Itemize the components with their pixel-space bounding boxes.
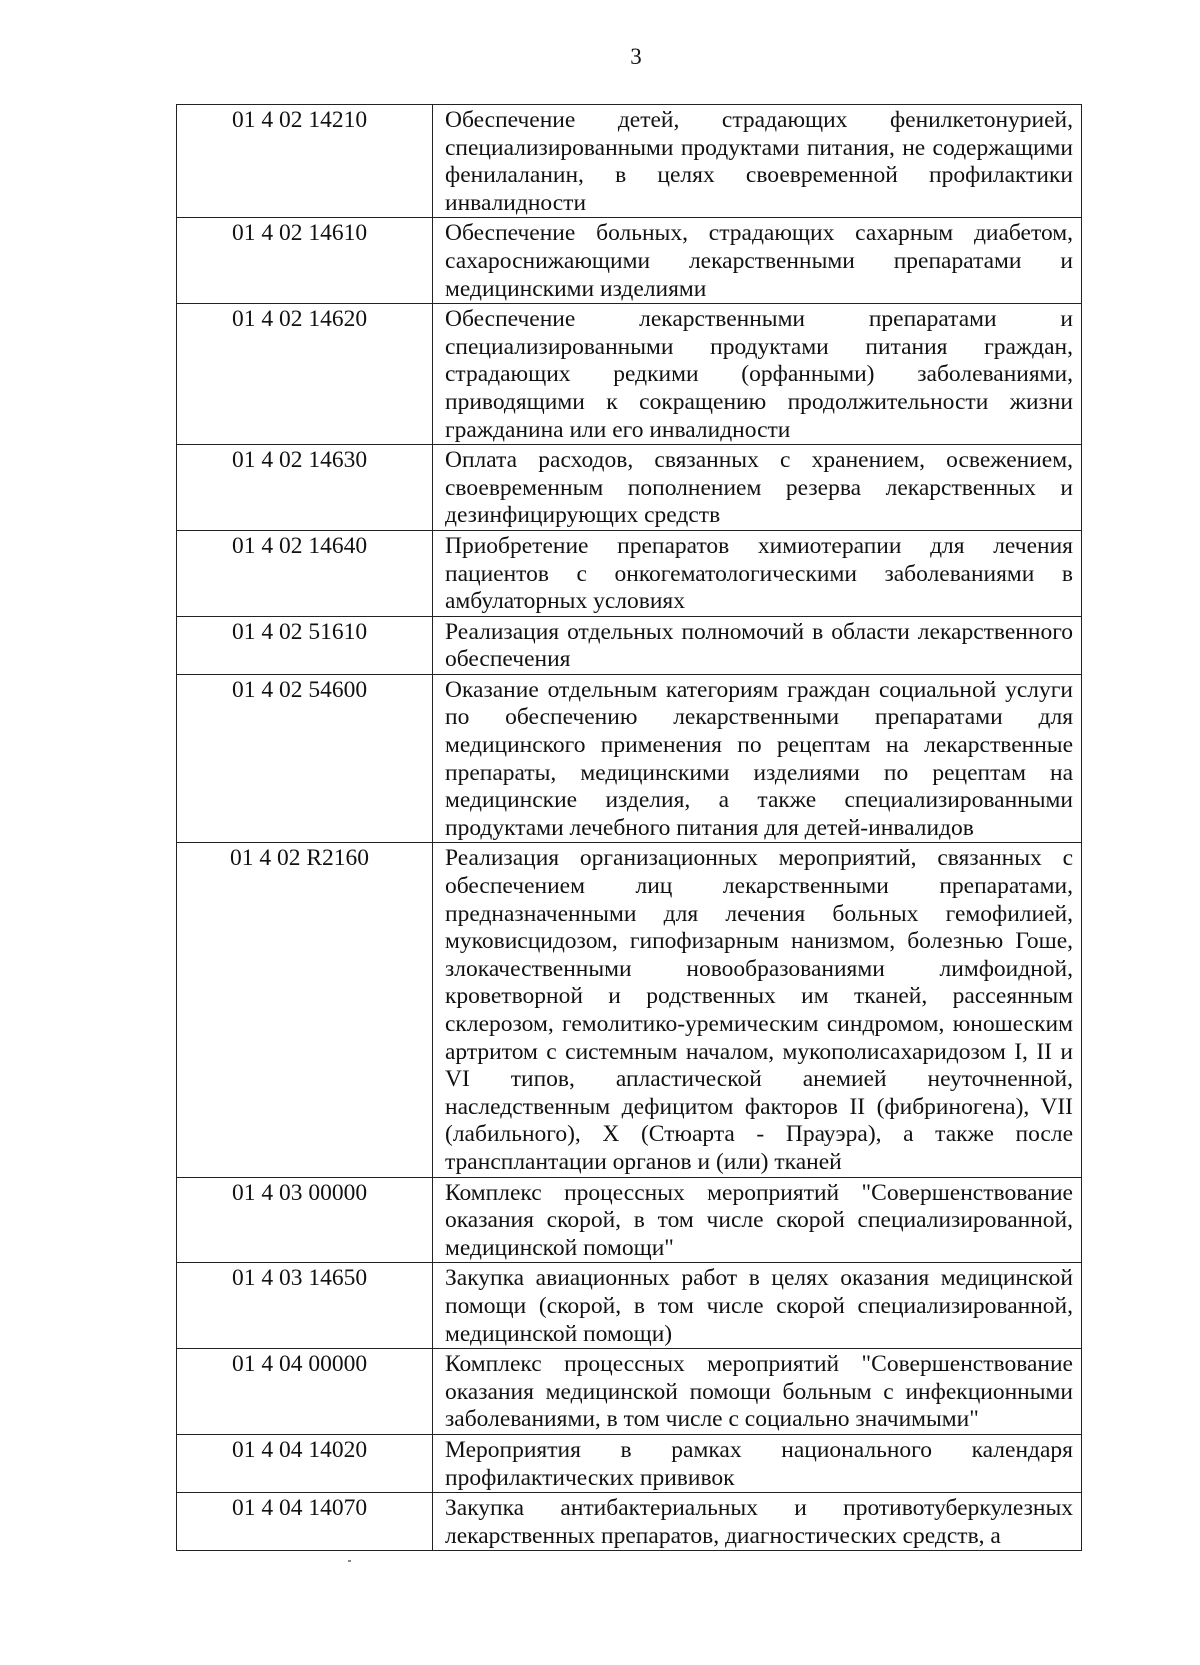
table-row — [177, 1263, 1082, 1349]
row-description: Комплекс процессных мероприятий "Совершенствование оказания скорой, в том числе скорой специализированной, медицинской помощи" — [433, 1177, 1082, 1263]
row-code: 01 4 02 14630 — [177, 445, 433, 531]
table-row — [177, 445, 1082, 531]
row-description: Мероприятия в рамках национального календаря профилактических прививок — [433, 1434, 1082, 1492]
row-code: 01 4 04 14070 — [177, 1493, 433, 1551]
table-row — [177, 674, 1082, 843]
row-code: 01 4 02 14640 — [177, 530, 433, 616]
table-row — [177, 105, 1082, 218]
row-code: 01 4 02 51610 — [177, 616, 433, 674]
row-code: 01 4 02 54600 — [177, 674, 433, 843]
table-row — [177, 530, 1082, 616]
table-row — [177, 1493, 1082, 1551]
row-description: Закупка авиационных работ в целях оказания медицинской помощи (скорой, в том числе скорой специализированной, медицинской помощи) — [433, 1263, 1082, 1349]
row-code: 01 4 03 14650 — [177, 1263, 433, 1349]
row-description: Оказание отдельным категориям граждан социальной услуги по обеспечению лекарственными препаратами для медицинского применения по рецептам на лекарственные препараты, медицинскими изделиями по рецептам на медицинские изделия, а также специализированными продуктами лечебного питания для детей-инвалидов — [433, 674, 1082, 843]
page-number: 3 — [630, 44, 642, 69]
row-code: 01 4 04 14020 — [177, 1434, 433, 1492]
budget-codes-table — [176, 104, 1082, 1551]
row-description: Реализация отдельных полномочий в области лекарственного обеспечения — [433, 616, 1082, 674]
row-description: Оплата расходов, связанных с хранением, освежением, своевременным пополнением резерва лекарственных и дезинфицирующих средств — [433, 445, 1082, 531]
row-description: Закупка антибактериальных и противотуберкулезных лекарственных препаратов, диагностических средств, а — [433, 1493, 1082, 1551]
row-code: 01 4 04 00000 — [177, 1349, 433, 1435]
table-row — [177, 1349, 1082, 1435]
row-description: Комплекс процессных мероприятий "Совершенствование оказания медицинской помощи больным с инфекционными заболеваниями, в том числе с социально значимыми" — [433, 1349, 1082, 1435]
table-row — [177, 1434, 1082, 1492]
table-row — [177, 616, 1082, 674]
row-description: Обеспечение больных, страдающих сахарным диабетом, сахароснижающими лекарственными препаратами и медицинскими изделиями — [433, 218, 1082, 304]
row-code: 01 4 02 14210 — [177, 105, 433, 218]
row-description: Реализация организационных мероприятий, связанных с обеспечением лиц лекарственными препаратами, предназначенными для лечения больных гемофилией, муковисцидозом, гипофизарным нанизмом, болезнью Гоше, злокачественными новообразованиями лимфоидной, кроветворной и родственных им тканей, рассеянным склерозом, гемолитико-уремическим синдромом, юношеским артритом с системным началом, мукополисахаридозом I, II и VI типов, апластической анемией неуточненной, наследственным дефицитом факторов II (фибриногена), VII (лабильного), X (Стюарта - Прауэра), а также после трансплантации органов и (или) тканей — [433, 843, 1082, 1177]
table-row — [177, 304, 1082, 445]
scan-speck — [348, 1560, 351, 1562]
row-code: 01 4 02 R2160 — [177, 843, 433, 1177]
table-row — [177, 218, 1082, 304]
row-code: 01 4 02 14620 — [177, 304, 433, 445]
row-code: 01 4 03 00000 — [177, 1177, 433, 1263]
row-code: 01 4 02 14610 — [177, 218, 433, 304]
table-row — [177, 843, 1082, 1177]
table-row — [177, 1177, 1082, 1263]
row-description: Приобретение препаратов химиотерапии для лечения пациентов с онкогематологическими заболеваниями в амбулаторных условиях — [433, 530, 1082, 616]
row-description: Обеспечение лекарственными препаратами и специализированными продуктами питания граждан, страдающих редкими (орфанными) заболеваниями, приводящими к сокращению продолжительности жизни гражданина или его инвалидности — [433, 304, 1082, 445]
row-description: Обеспечение детей, страдающих фенилкетонурией, специализированными продуктами питания, не содержащими фенилаланин, в целях своевременной профилактики инвалидности — [433, 105, 1082, 218]
